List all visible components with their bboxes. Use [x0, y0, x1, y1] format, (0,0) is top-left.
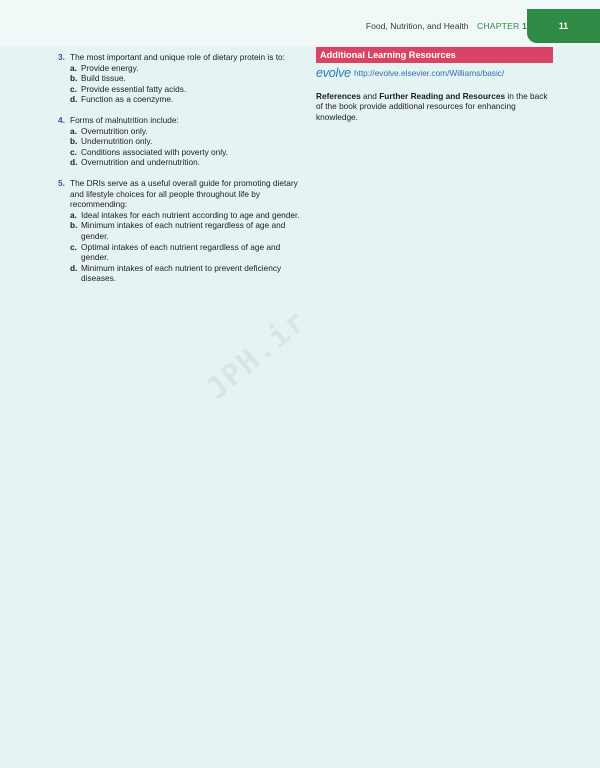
question-number: 4. [58, 114, 65, 125]
option-text: Overnutrition and undernutrition. [81, 157, 200, 168]
additional-resources [316, 47, 554, 122]
resources-heading: Additional Learning Resources [316, 47, 553, 63]
page-header [0, 0, 600, 46]
option-letter: d. [70, 157, 78, 168]
option-text: Function as a coenzyme. [81, 94, 174, 105]
answer-option [70, 136, 308, 147]
question-5 [58, 178, 308, 284]
answer-option [70, 94, 308, 105]
option-letter: c. [70, 146, 77, 157]
option-letter: c. [70, 241, 77, 252]
chapter-number: 1 [522, 21, 527, 31]
chapter-label [477, 21, 527, 31]
chapter-word: CHAPTER [476, 21, 520, 31]
answer-option [70, 126, 308, 137]
watermark: JPH.ir [199, 302, 315, 407]
option-text: Minimum intakes of each nutrient to prevent deficiency diseases. [81, 262, 282, 284]
further-reading-bold: Further Reading and Resources [379, 90, 506, 101]
question-number: 5. [58, 177, 65, 188]
option-letter: c. [70, 83, 77, 94]
option-letter: a. [70, 62, 77, 73]
option-letter: d. [70, 262, 78, 273]
answer-option [70, 263, 308, 284]
option-letter: b. [70, 136, 78, 147]
option-text: Ideal intakes for each nutrient according to age and gender. [81, 209, 300, 220]
question-4 [58, 115, 308, 168]
page-number: 11 [558, 21, 569, 31]
option-letter: b. [70, 220, 78, 231]
option-text: Provide energy. [81, 62, 139, 73]
running-title: Food, Nutrition, and Health [365, 21, 469, 31]
question-text: Forms of malnutrition include: [70, 114, 179, 125]
question-3 [58, 52, 308, 105]
option-text: Optimal intakes of each nutrient regardless of age and gender. [81, 241, 281, 263]
answer-option [70, 84, 308, 95]
answer-option [70, 73, 308, 84]
option-text: Conditions associated with poverty only. [81, 146, 228, 157]
option-letter: a. [70, 209, 77, 220]
evolve-link-row [316, 67, 554, 79]
references-and: and [360, 90, 380, 101]
option-text: Build tissue. [81, 73, 126, 84]
running-head [366, 21, 527, 31]
page-number-tab [527, 9, 600, 43]
evolve-logo: evolve [316, 66, 351, 80]
answer-option [70, 157, 308, 168]
question-text: The most important and unique role of dietary protein is to: [70, 52, 285, 62]
review-questions [58, 52, 308, 294]
answer-option [70, 210, 308, 221]
question-text: The DRIs serve as a useful overall guide for promoting dietary and lifestyle choices for all people throughout life by recommending: [70, 177, 298, 210]
question-number: 3. [58, 52, 65, 62]
option-text: Overnutrition only. [81, 125, 148, 136]
option-text: Provide essential fatty acids. [81, 83, 187, 94]
option-letter: d. [70, 94, 78, 105]
option-text: Minimum intakes of each nutrient regardless of age and gender. [81, 220, 286, 241]
references-note [316, 91, 554, 123]
answer-option [70, 147, 308, 158]
evolve-url-link[interactable]: http://evolve.elsevier.com/Williams/basic/ [353, 68, 505, 78]
references-bold: References [316, 90, 361, 101]
option-letter: a. [70, 125, 77, 136]
option-letter: b. [70, 73, 78, 84]
answer-option [70, 220, 308, 241]
answer-option [70, 63, 308, 74]
references-rest: in the back of the book provide additional resources for enhancing knowledge. [316, 90, 548, 122]
option-text: Undernutrition only. [81, 136, 153, 147]
answer-option [70, 242, 308, 263]
